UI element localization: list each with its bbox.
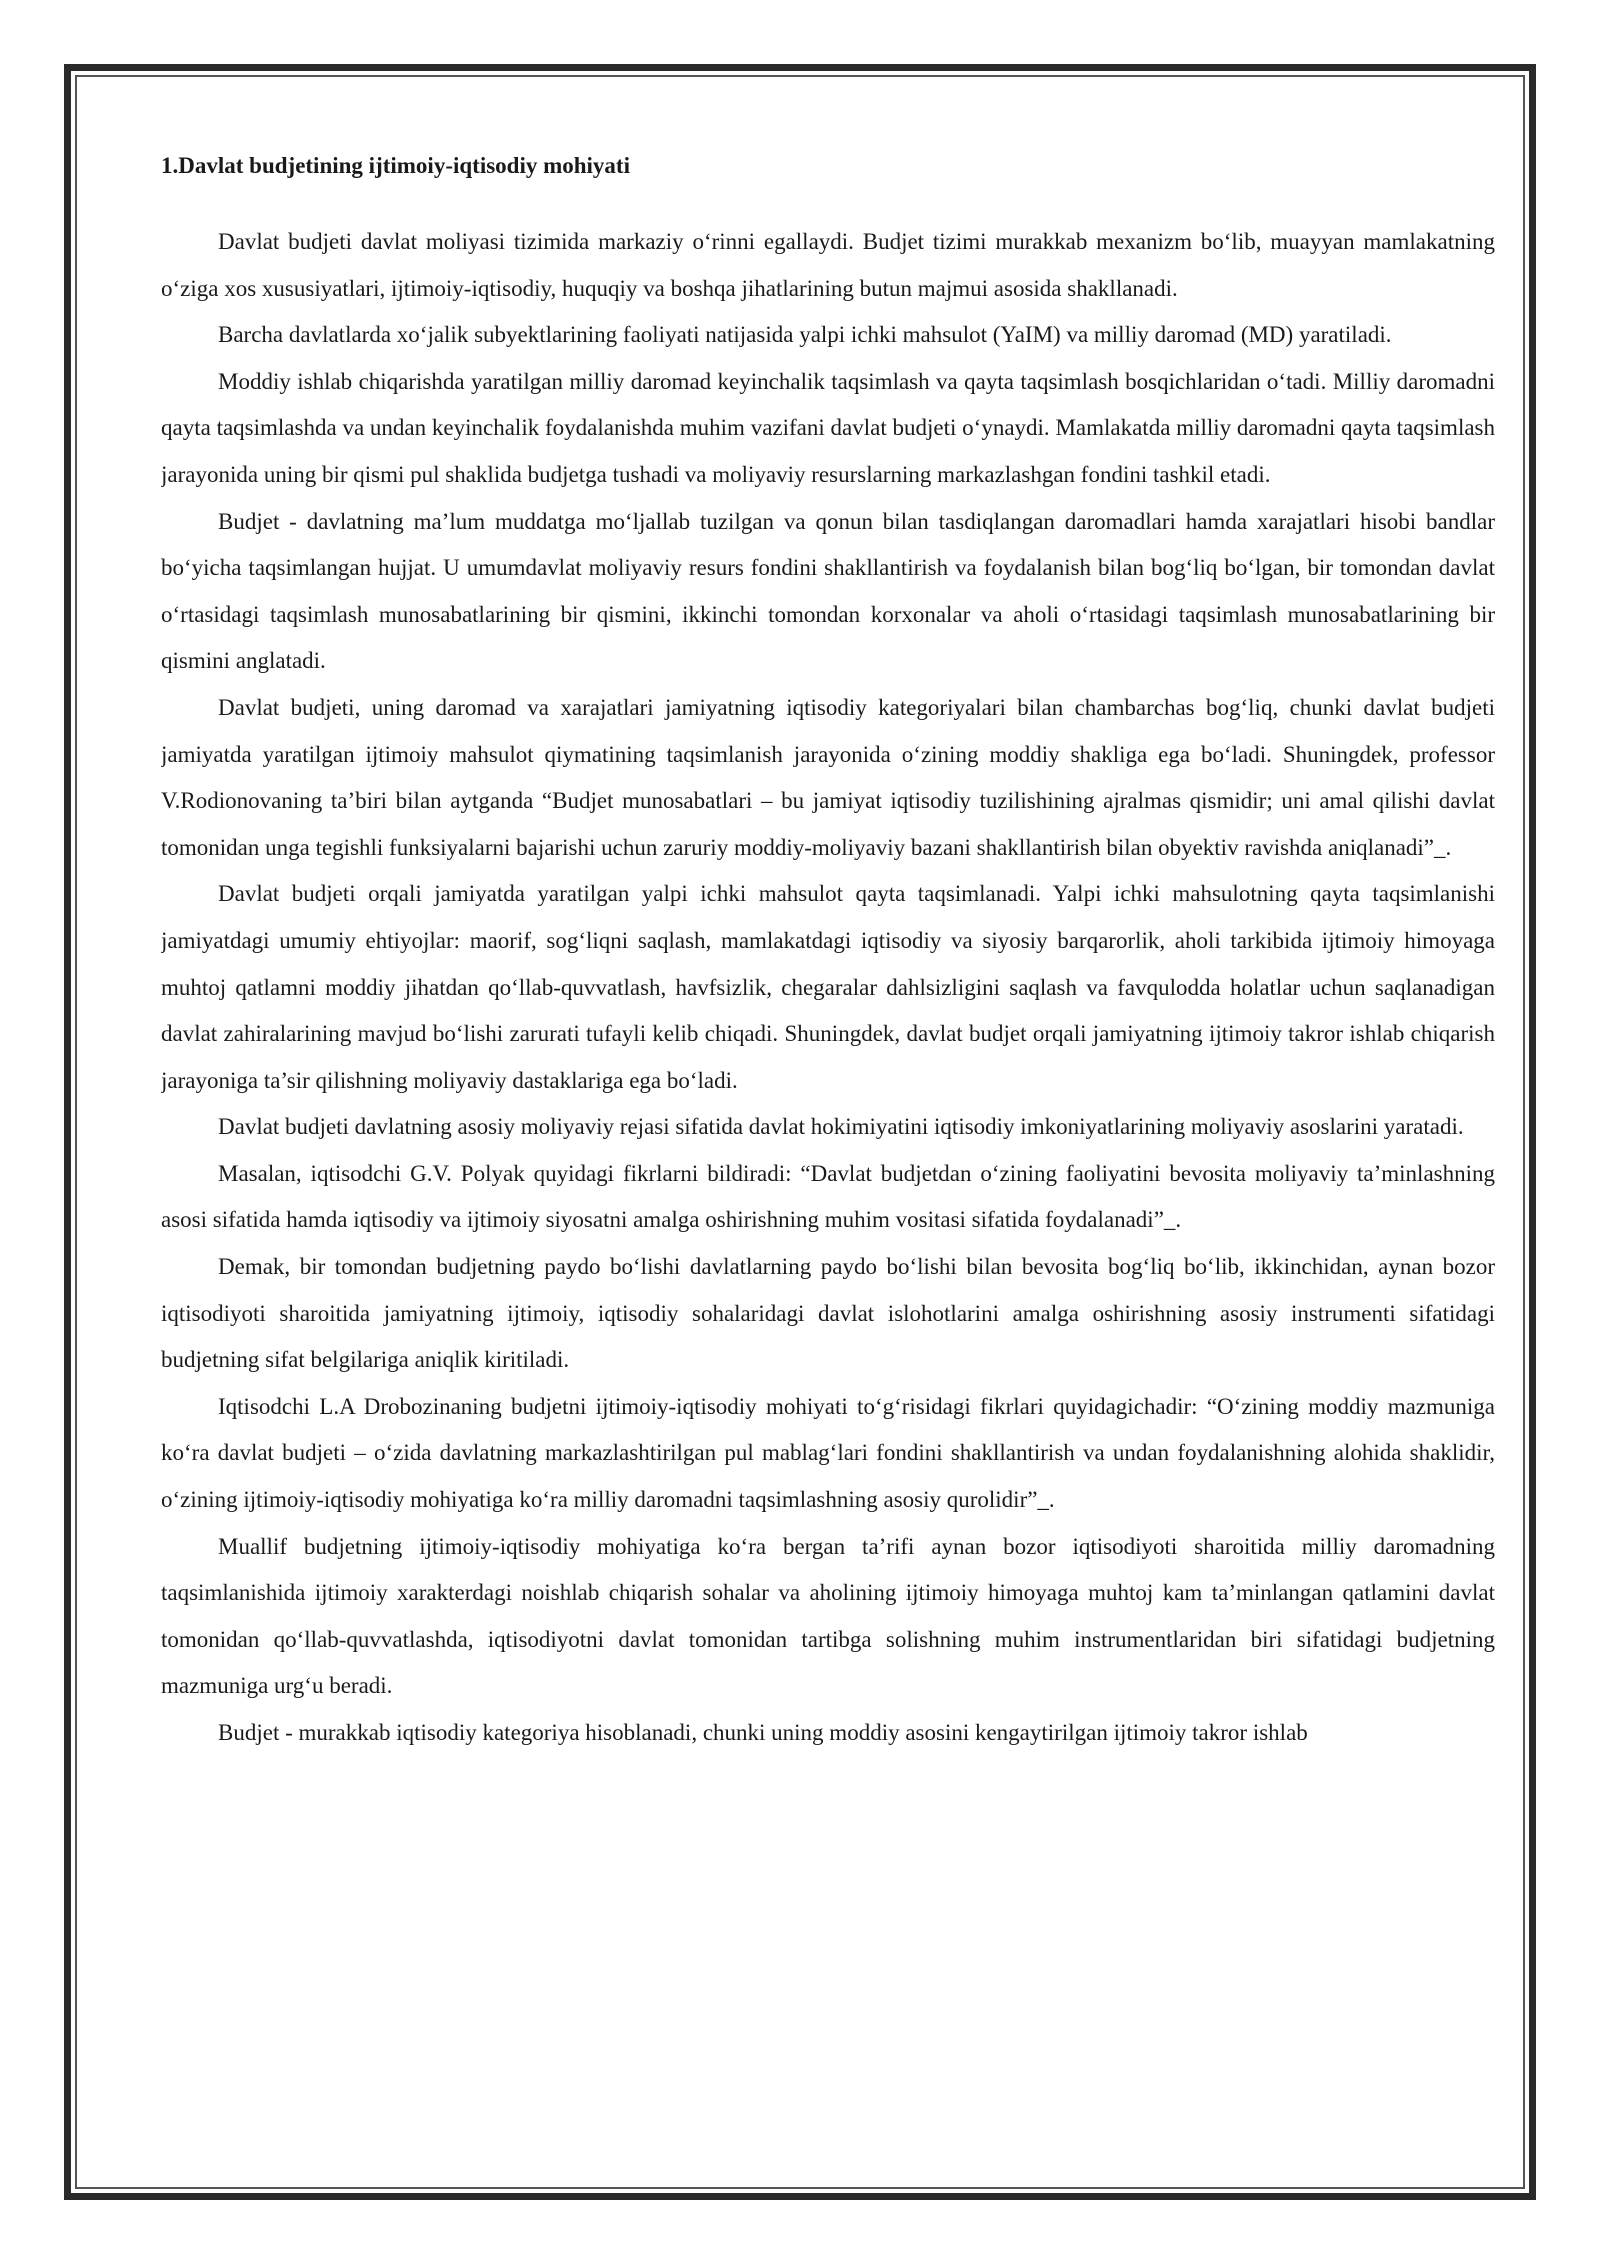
paragraph-7: Davlat budjeti davlatning asosiy moliyaviy rejasi sifatida davlat hokimiyatini iqtisodiy imkoniyatlarining moliyaviy asoslarini yaratadi. [218, 1114, 1464, 1140]
section-heading: 1.Davlat budjetining ijtimoiy-iqtisodiy mohiyati [161, 153, 630, 178]
paragraph-10: Iqtisodchi L.A Drobozinaning budjetni ijtimoiy-iqtisodiy mohiyati to‘g‘risidagi fikrlari quyidagichadir: “O‘zining moddiy mazmuniga ko‘ra davlat budjeti – o‘zida davlatning markazlashtirilgan pul mablag‘lari fondini shakllantirish va undan foydalanishning alohida shaklidir, o‘zining ijtimoiy-iqtisodiy mohiyatiga ko‘ra milliy daromadni taqsimlashning asosiy qurolidir”_. [161, 1393, 1495, 1513]
paragraph-11: Muallif budjetning ijtimoiy-iqtisodiy mohiyatiga ko‘ra bergan ta’rifi aynan bozor iqtisodiyoti sharoitida milliy daromadning taqsimlanishida ijtimoiy xarakterdagi noishlab chiqarish sohalar va aholining ijtimoiy himoyaga muhtoj kam ta’minlangan qatlamini davlat tomonidan qo‘llab-quvvatlashda, iqtisodiyotni davlat tomonidan tartibga solishning muhim instrumentlaridan biri sifatidagi budjetning mazmuniga urg‘u beradi. [161, 1533, 1495, 1699]
paragraph-4: Budjet - davlatning ma’lum muddatga mo‘ljallab tuzilgan va qonun bilan tasdiqlangan daromadlari hamda xarajatlari hisobi bandlar bo‘yicha taqsimlangan hujjat. U umumdavlat moliyaviy resurs fondini shakllantirish va foydalanish bilan bog‘liq bo‘lgan, bir tomondan davlat o‘rtasidagi taqsimlash munosabatlarining bir qismini, ikkinchi tomondan korxonalar va aholi o‘rtasidagi taqsimlash munosabatlarining bir qismini anglatadi. [161, 508, 1495, 674]
paragraph-3: Moddiy ishlab chiqarishda yaratilgan milliy daromad keyinchalik taqsimlash va qayta taqsimlash bosqichlaridan o‘tadi. Milliy daromadni qayta taqsimlashda va undan keyinchalik foydalanishda muhim vazifani davlat budjeti o‘ynaydi. Mamlakatda milliy daromadni qayta taqsimlash jarayonida uning bir qismi pul shaklida budjetga tushadi va moliyaviy resurslarning markazlashgan fondini tashkil etadi. [161, 368, 1495, 487]
paragraph-2: Barcha davlatlarda xo‘jalik subyektlarining faoliyati natijasida yalpi ichki mahsulot (YaIM) va milliy daromad (MD) yaratiladi. [218, 322, 1392, 348]
page-content [161, 151, 1495, 2141]
paragraph-1: Davlat budjeti davlat moliyasi tizimida markaziy o‘rinni egallaydi. Budjet tizimi murakkab mexanizm bo‘lib, muayyan mamlakatning o‘ziga xos xususiyatlari, ijtimoiy-iqtisodiy, huquqiy va boshqa jihatlarining butun majmui asosida shakllanadi. [161, 229, 1495, 301]
page-frame [64, 64, 1536, 2200]
paragraph-6: Davlat budjeti orqali jamiyatda yaratilgan yalpi ichki mahsulot qayta taqsimlanadi. Yalpi ichki mahsulotning qayta taqsimlanishi jamiyatdagi umumiy ehtiyojlar: maorif, sog‘liqni saqlash, mamlakatdagi iqtisodiy va siyosiy barqarorlik, aholi tarkibida ijtimoiy himoyaga muhtoj qatlamni moddiy jihatdan qo‘llab-quvvatlash, havfsizlik, chegaralar dahlsizligini saqlash va favqulodda holatlar uchun saqlanadigan davlat zahiralarining mavjud bo‘lishi zarurati tufayli kelib chiqadi. Shuningdek, davlat budjet orqali jamiyatning ijtimoiy takror ishlab chiqarish jarayoniga ta’sir qilishning moliyaviy dastaklariga ega bo‘ladi. [161, 881, 1495, 1093]
paragraph-5: Davlat budjeti, uning daromad va xarajatlari jamiyatning iqtisodiy kategoriyalari bilan chambarchas bog‘liq, chunki davlat budjeti jamiyatda yaratilgan ijtimoiy mahsulot qiymatining taqsimlanish jarayonida o‘zining moddiy shakliga ega bo‘ladi. Shuningdek, professor V.Rodionovaning ta’biri bilan aytganda “Budjet munosabatlari – bu jamiyat iqtisodiy tuzilishining ajralmas qismidir; uni amal qilishi davlat tomonidan unga tegishli funksiyalarni bajarishi uchun zaruriy moddiy-moliyaviy bazani shakllantirish bilan obyektiv ravishda aniqlanadi”_. [161, 694, 1495, 860]
paragraph-9: Demak, bir tomondan budjetning paydo bo‘lishi davlatlarning paydo bo‘lishi bilan bevosita bog‘liq bo‘lib, ikkinchidan, aynan bozor iqtisodiyoti sharoitida jamiyatning ijtimoiy, iqtisodiy sohalaridagi davlat islohotlarini amalga oshirishning asosiy instrumenti sifatidagi budjetning sifat belgilariga aniqlik kiritiladi. [161, 1254, 1495, 1373]
paragraph-12: Budjet - murakkab iqtisodiy kategoriya hisoblanadi, chunki uning moddiy asosini kengaytirilgan ijtimoiy takror ishlab [218, 1720, 1308, 1745]
paragraph-8: Masalan, iqtisodchi G.V. Polyak quyidagi fikrlarni bildiradi: “Davlat budjetdan o‘zining faoliyatini bevosita moliyaviy ta’minlashning asosi sifatida hamda iqtisodiy va ijtimoiy siyosatni amalga oshirishning muhim vositasi sifatida foydalanadi”_. [161, 1160, 1495, 1233]
